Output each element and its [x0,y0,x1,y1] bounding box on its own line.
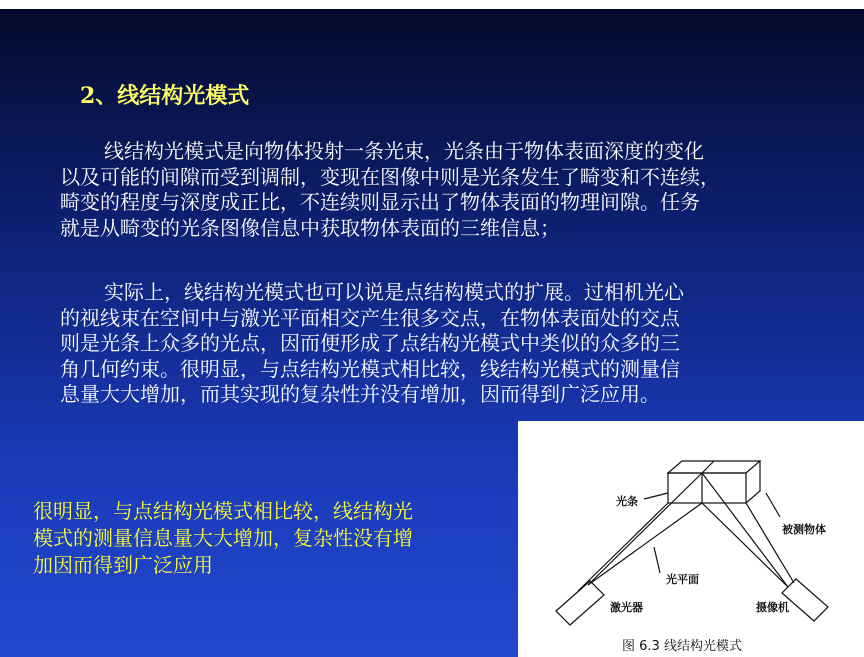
label-camera: 摄像机 [756,601,789,614]
camera-ray-1 [702,473,788,587]
paragraph-1-line: 线结构光模式是向物体投射一条光束，光条由于物体表面深度的变化 [104,139,704,163]
label-measured-object: 被测物体 [782,523,826,536]
object-front-face [668,461,760,473]
structured-light-figure [518,421,864,657]
paragraph-1-line: 畸变的程度与深度成正比，不连续则显示出了物体表面的物理间隙。任务 [60,190,700,214]
paragraph-2-line: 息量大大增加，而其实现的复杂性并没有增加，因而得到广泛应用。 [60,382,660,406]
paragraph-2-line: 角几何约束。很明显，与点结构光模式相比较，线结构光模式的测量信 [60,356,680,381]
leader-light-stripe [644,493,668,499]
structured-light-diagram [518,421,864,657]
paragraph-1 [60,139,850,241]
object-box [668,473,746,503]
highlight-summary [33,498,413,579]
camera-ray-2 [702,503,788,587]
label-light-stripe: 光条 [616,495,638,508]
paragraph-1-line: 就是从畸变的光条图像信息中获取物体表面的三维信息； [60,215,560,240]
paragraph-2-line: 实际上，线结构光模式也可以说是点结构模式的扩展。过相机光心 [104,280,684,304]
figure-caption: 图 6.3 线结构光模式 [622,639,742,654]
highlight-line: 模式的测量信息量大大增加，复杂性没有增 [33,526,413,550]
paragraph-1-line: 以及可能的间隙而受到调制，变现在图像中则是光条发生了畸变和不连续， [60,164,720,189]
label-light-plane: 光平面 [666,573,699,586]
paragraph-2 [60,280,820,408]
paragraph-2-line: 的视线束在空间中与激光平面相交产生很多交点，在物体表面处的交点 [60,305,680,330]
camera-ray-3 [746,503,794,583]
label-laser: 激光器 [610,601,643,614]
light-stripe-top [702,461,714,473]
highlight-line: 加因而得到广泛应用 [33,553,213,577]
laser-device [556,581,604,625]
paragraph-2-line: 则是光条上众多的光点，因而便形成了点结构光模式中类似的众多的三 [60,331,680,355]
laser-beam-1 [588,473,702,585]
slide-heading: 2、线结构光模式 [80,83,250,109]
highlight-line: 很明显，与点结构光模式相比较，线结构光 [33,499,413,523]
leader-object [766,493,780,517]
leader-light-plane [654,547,660,573]
slide [0,9,864,657]
